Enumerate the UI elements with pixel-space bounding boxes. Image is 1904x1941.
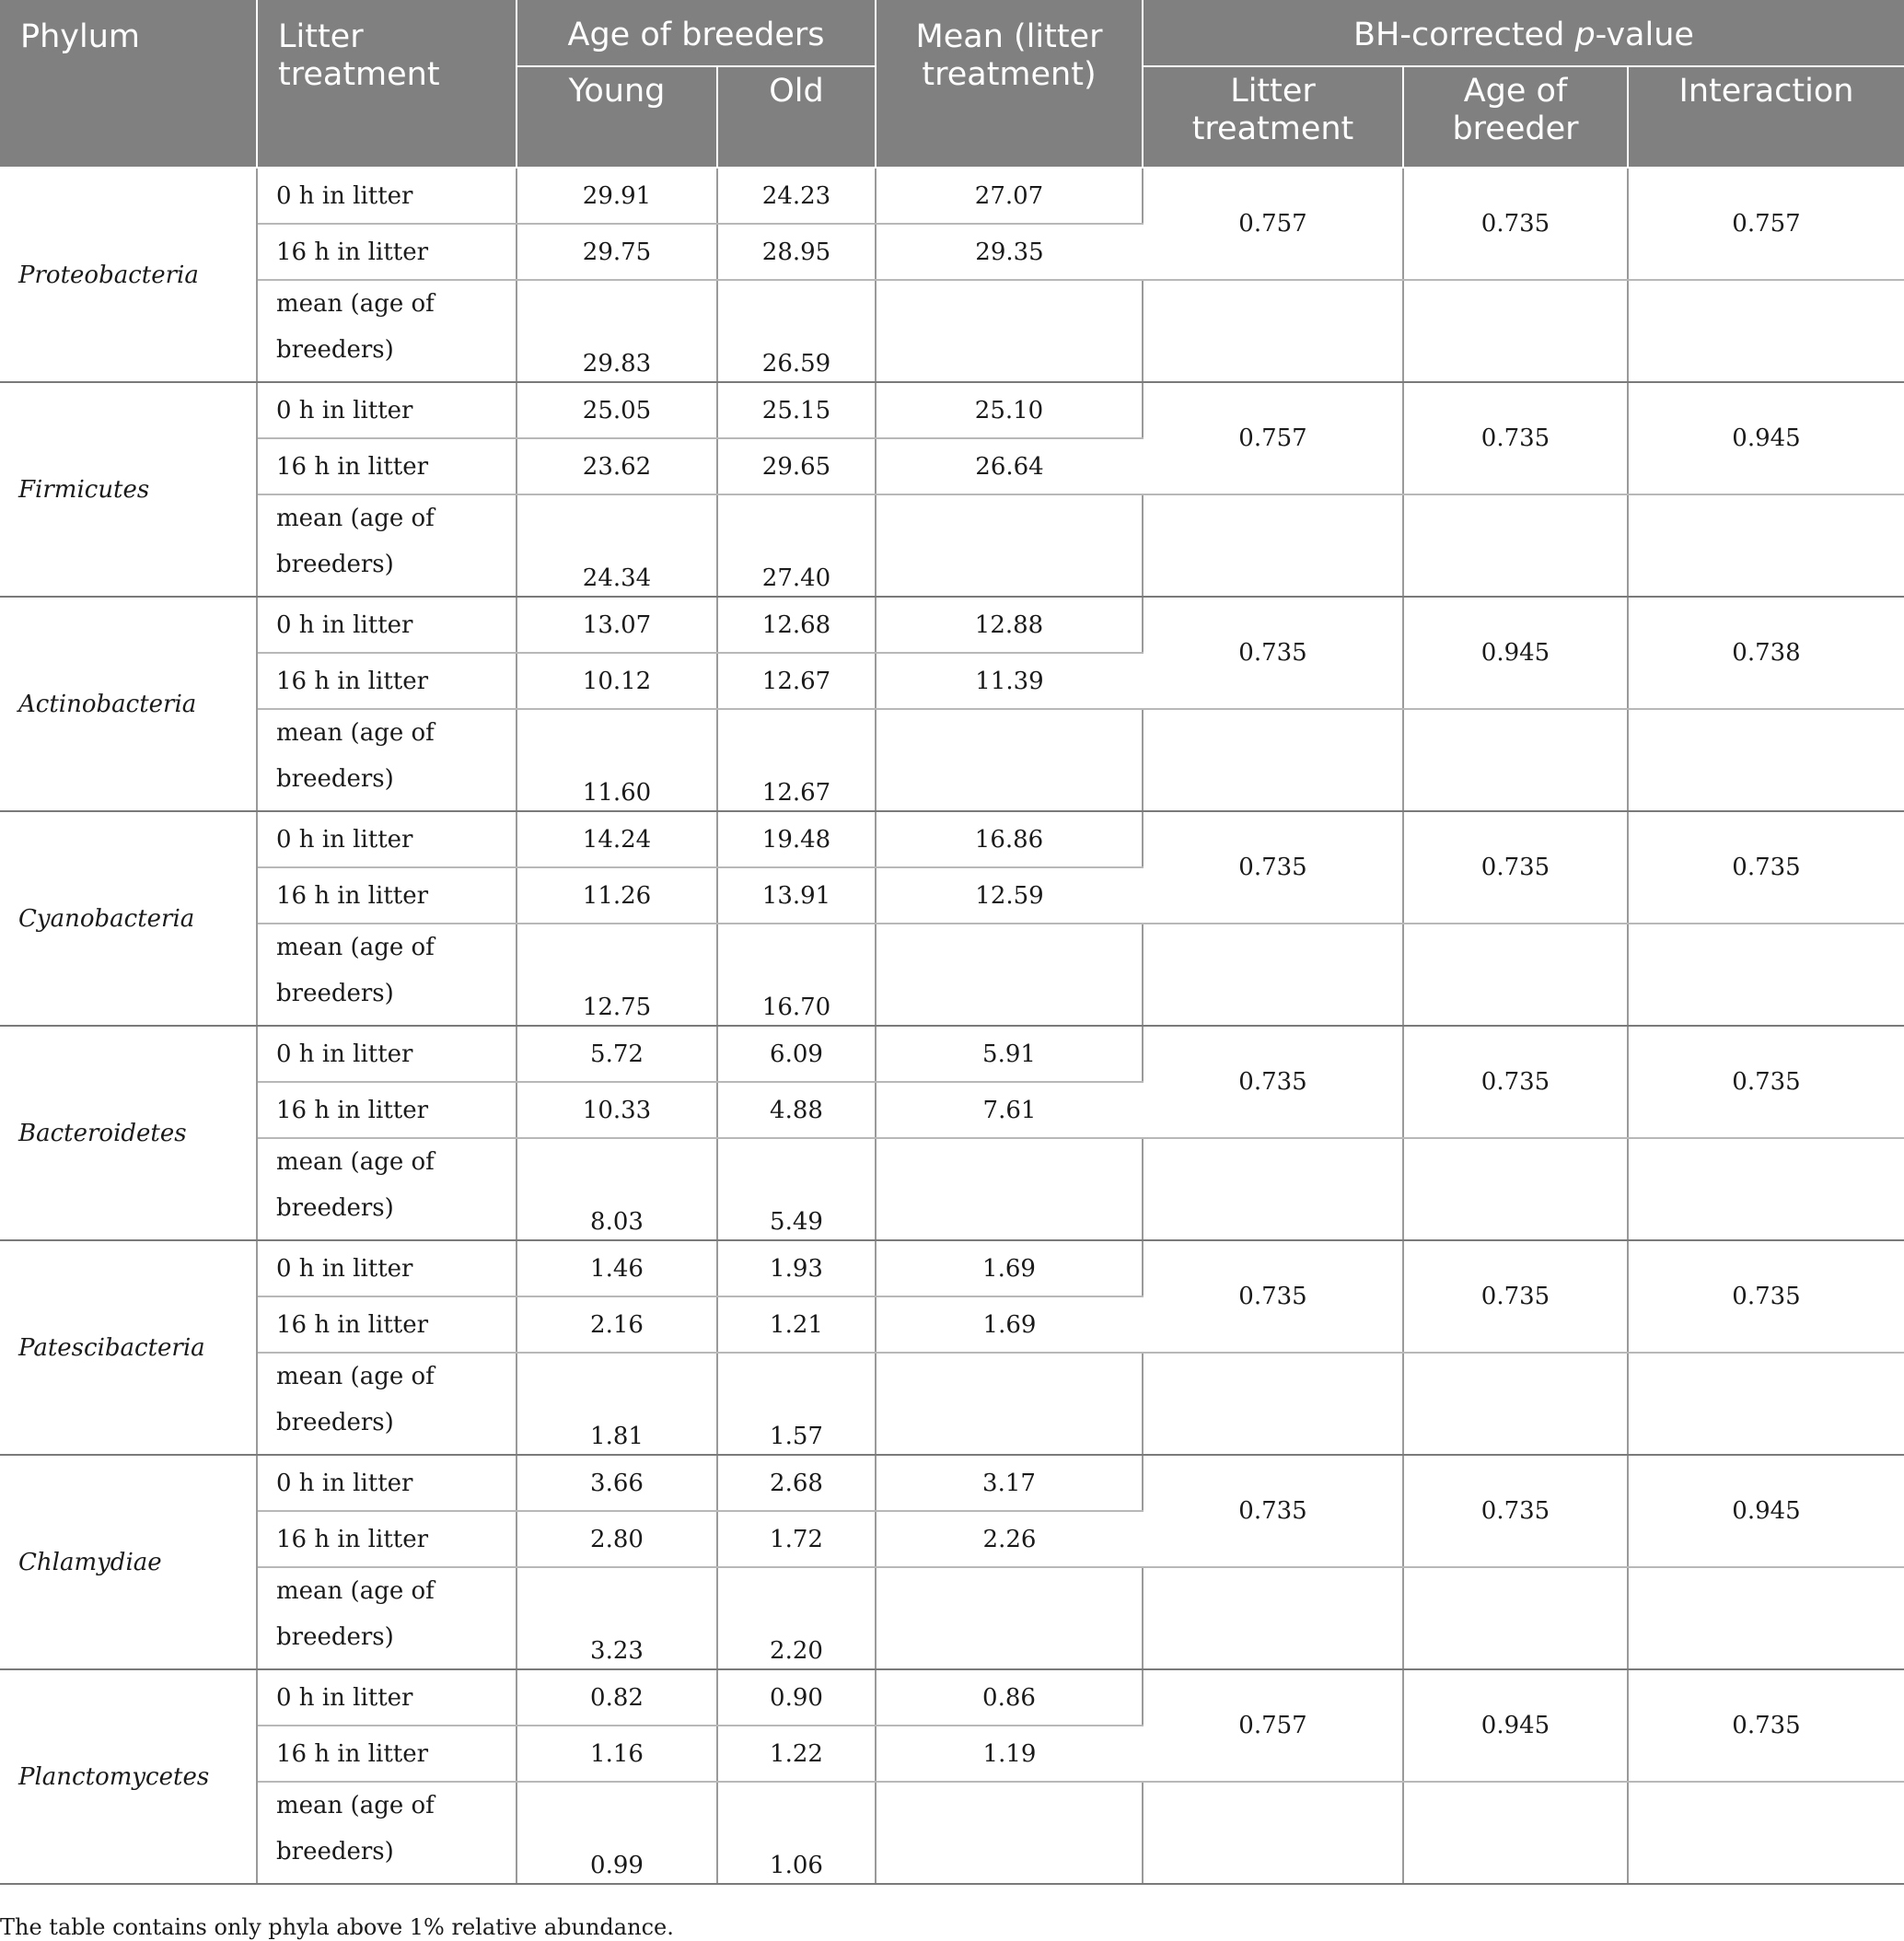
treatment-label: 0 h in litter xyxy=(257,811,517,867)
header-p-interaction: Interaction xyxy=(1628,66,1904,168)
value-young: 1.16 xyxy=(517,1726,717,1782)
treatment-label: mean (age of breeders) xyxy=(257,1782,517,1884)
empty-cell xyxy=(1143,924,1403,1026)
mean-age-old: 2.20 xyxy=(717,1567,876,1669)
header-p-litter-treatment: Litter treatment xyxy=(1143,66,1403,168)
value-young: 25.05 xyxy=(517,382,717,438)
p-interaction: 0.735 xyxy=(1628,811,1904,924)
p-interaction: 0.735 xyxy=(1628,1026,1904,1138)
treatment-label: mean (age of breeders) xyxy=(257,1138,517,1240)
p-interaction: 0.757 xyxy=(1628,168,1904,280)
value-old: 4.88 xyxy=(717,1082,876,1138)
table-row xyxy=(0,924,1904,1026)
p-litter-treatment: 0.757 xyxy=(1143,1669,1403,1782)
table-row xyxy=(0,597,1904,653)
empty-cell xyxy=(1628,280,1904,382)
phylum-name: Proteobacteria xyxy=(0,168,257,382)
empty-cell xyxy=(1628,924,1904,1026)
treatment-label: 16 h in litter xyxy=(257,867,517,924)
header-p-age-of-breeder: Age of breeder xyxy=(1403,66,1628,168)
value-old: 12.67 xyxy=(717,653,876,709)
header-litter-treatment: Litter treatment xyxy=(257,0,517,168)
treatment-label: 16 h in litter xyxy=(257,1082,517,1138)
value-mean-litter: 0.86 xyxy=(876,1669,1143,1726)
empty-cell xyxy=(876,709,1143,811)
mean-age-young: 0.99 xyxy=(517,1782,717,1884)
treatment-label: 0 h in litter xyxy=(257,168,517,224)
phylum-name: Actinobacteria xyxy=(0,597,257,811)
value-mean-litter: 7.61 xyxy=(876,1082,1143,1138)
table-row xyxy=(0,1669,1904,1726)
treatment-label: 0 h in litter xyxy=(257,1026,517,1082)
p-age-of-breeder: 0.735 xyxy=(1403,1240,1628,1353)
value-old: 24.23 xyxy=(717,168,876,224)
empty-cell xyxy=(1143,1353,1403,1455)
mean-age-young: 29.83 xyxy=(517,280,717,382)
table-row xyxy=(0,1455,1904,1511)
mean-age-old: 5.49 xyxy=(717,1138,876,1240)
value-mean-litter: 1.69 xyxy=(876,1296,1143,1353)
value-young: 14.24 xyxy=(517,811,717,867)
empty-cell xyxy=(1143,1567,1403,1669)
header-young: Young xyxy=(517,66,717,168)
table-body xyxy=(0,168,1904,1884)
empty-cell xyxy=(1628,709,1904,811)
value-young: 10.33 xyxy=(517,1082,717,1138)
empty-cell xyxy=(1403,1138,1628,1240)
mean-age-old: 1.57 xyxy=(717,1353,876,1455)
value-mean-litter: 26.64 xyxy=(876,438,1143,494)
empty-cell xyxy=(1143,1138,1403,1240)
table-row xyxy=(0,1567,1904,1669)
p-interaction: 0.945 xyxy=(1628,382,1904,494)
empty-cell xyxy=(876,1353,1143,1455)
table-row xyxy=(0,1240,1904,1296)
p-litter-treatment: 0.735 xyxy=(1143,1455,1403,1567)
value-young: 29.91 xyxy=(517,168,717,224)
value-old: 1.93 xyxy=(717,1240,876,1296)
value-old: 25.15 xyxy=(717,382,876,438)
empty-cell xyxy=(1403,1782,1628,1884)
p-age-of-breeder: 0.945 xyxy=(1403,597,1628,709)
p-litter-treatment: 0.757 xyxy=(1143,168,1403,280)
value-young: 3.66 xyxy=(517,1455,717,1511)
table-row xyxy=(0,494,1904,597)
value-young: 29.75 xyxy=(517,224,717,280)
empty-cell xyxy=(1403,494,1628,597)
empty-cell xyxy=(1143,494,1403,597)
mean-age-young: 12.75 xyxy=(517,924,717,1026)
treatment-label: mean (age of breeders) xyxy=(257,280,517,382)
phylum-name: Planctomycetes xyxy=(0,1669,257,1884)
value-young: 23.62 xyxy=(517,438,717,494)
value-old: 12.68 xyxy=(717,597,876,653)
p-litter-treatment: 0.735 xyxy=(1143,597,1403,709)
treatment-label: 16 h in litter xyxy=(257,1296,517,1353)
value-young: 5.72 xyxy=(517,1026,717,1082)
empty-cell xyxy=(1143,1782,1403,1884)
treatment-label: 0 h in litter xyxy=(257,597,517,653)
table-row xyxy=(0,280,1904,382)
header-phylum: Phylum xyxy=(0,0,257,168)
p-interaction: 0.735 xyxy=(1628,1669,1904,1782)
table-row xyxy=(0,382,1904,438)
value-mean-litter: 12.59 xyxy=(876,867,1143,924)
mean-age-old: 26.59 xyxy=(717,280,876,382)
p-interaction: 0.735 xyxy=(1628,1240,1904,1353)
bh-prefix: BH-corrected xyxy=(1353,17,1575,53)
value-old: 19.48 xyxy=(717,811,876,867)
value-old: 29.65 xyxy=(717,438,876,494)
treatment-label: mean (age of breeders) xyxy=(257,924,517,1026)
header-old: Old xyxy=(717,66,876,168)
value-mean-litter: 11.39 xyxy=(876,653,1143,709)
table-header xyxy=(0,0,1904,168)
value-old: 2.68 xyxy=(717,1455,876,1511)
phylum-name: Firmicutes xyxy=(0,382,257,597)
p-age-of-breeder: 0.735 xyxy=(1403,1455,1628,1567)
value-mean-litter: 25.10 xyxy=(876,382,1143,438)
p-age-of-breeder: 0.735 xyxy=(1403,811,1628,924)
p-interaction: 0.738 xyxy=(1628,597,1904,709)
empty-cell xyxy=(1403,1353,1628,1455)
empty-cell xyxy=(1403,709,1628,811)
value-mean-litter: 12.88 xyxy=(876,597,1143,653)
treatment-label: 16 h in litter xyxy=(257,224,517,280)
phylum-name: Chlamydiae xyxy=(0,1455,257,1669)
table-footnote: The table contains only phyla above 1% relative abundance. xyxy=(0,1914,674,1940)
value-mean-litter: 16.86 xyxy=(876,811,1143,867)
bh-suffix: -value xyxy=(1595,17,1694,53)
empty-cell xyxy=(876,1567,1143,1669)
value-old: 1.22 xyxy=(717,1726,876,1782)
empty-cell xyxy=(1403,1567,1628,1669)
p-interaction: 0.945 xyxy=(1628,1455,1904,1567)
table-row xyxy=(0,1782,1904,1884)
value-old: 13.91 xyxy=(717,867,876,924)
empty-cell xyxy=(1403,280,1628,382)
treatment-label: 16 h in litter xyxy=(257,653,517,709)
header-mean-litter-treatment: Mean (litter treatment) xyxy=(876,0,1143,168)
p-litter-treatment: 0.735 xyxy=(1143,811,1403,924)
value-young: 10.12 xyxy=(517,653,717,709)
value-young: 13.07 xyxy=(517,597,717,653)
value-mean-litter: 5.91 xyxy=(876,1026,1143,1082)
table-row xyxy=(0,1353,1904,1455)
treatment-label: mean (age of breeders) xyxy=(257,1353,517,1455)
mean-age-young: 3.23 xyxy=(517,1567,717,1669)
value-mean-litter: 2.26 xyxy=(876,1511,1143,1567)
mean-age-old: 1.06 xyxy=(717,1782,876,1884)
empty-cell xyxy=(1628,1138,1904,1240)
treatment-label: mean (age of breeders) xyxy=(257,1567,517,1669)
p-age-of-breeder: 0.945 xyxy=(1403,1669,1628,1782)
mean-age-young: 8.03 xyxy=(517,1138,717,1240)
empty-cell xyxy=(876,280,1143,382)
empty-cell xyxy=(1628,1353,1904,1455)
empty-cell xyxy=(1143,709,1403,811)
value-old: 0.90 xyxy=(717,1669,876,1726)
mean-age-old: 27.40 xyxy=(717,494,876,597)
empty-cell xyxy=(1403,924,1628,1026)
table-row xyxy=(0,1026,1904,1082)
value-old: 6.09 xyxy=(717,1026,876,1082)
treatment-label: 16 h in litter xyxy=(257,438,517,494)
empty-cell xyxy=(1628,494,1904,597)
treatment-label: 0 h in litter xyxy=(257,1669,517,1726)
treatment-label: 16 h in litter xyxy=(257,1726,517,1782)
treatment-label: mean (age of breeders) xyxy=(257,494,517,597)
mean-age-young: 24.34 xyxy=(517,494,717,597)
empty-cell xyxy=(1143,280,1403,382)
p-litter-treatment: 0.735 xyxy=(1143,1026,1403,1138)
treatment-label: 0 h in litter xyxy=(257,1240,517,1296)
value-mean-litter: 29.35 xyxy=(876,224,1143,280)
value-mean-litter: 1.19 xyxy=(876,1726,1143,1782)
bh-p: p xyxy=(1574,17,1596,53)
value-young: 0.82 xyxy=(517,1669,717,1726)
value-young: 11.26 xyxy=(517,867,717,924)
phylum-name: Bacteroidetes xyxy=(0,1026,257,1240)
table-row xyxy=(0,1138,1904,1240)
value-old: 1.21 xyxy=(717,1296,876,1353)
treatment-label: 0 h in litter xyxy=(257,382,517,438)
phylum-name: Patescibacteria xyxy=(0,1240,257,1455)
empty-cell xyxy=(1628,1567,1904,1669)
p-age-of-breeder: 0.735 xyxy=(1403,168,1628,280)
empty-cell xyxy=(876,1138,1143,1240)
p-litter-treatment: 0.757 xyxy=(1143,382,1403,494)
empty-cell xyxy=(876,924,1143,1026)
treatment-label: 0 h in litter xyxy=(257,1455,517,1511)
treatment-label: 16 h in litter xyxy=(257,1511,517,1567)
empty-cell xyxy=(876,494,1143,597)
empty-cell xyxy=(1628,1782,1904,1884)
mean-age-young: 11.60 xyxy=(517,709,717,811)
empty-cell xyxy=(876,1782,1143,1884)
value-young: 2.80 xyxy=(517,1511,717,1567)
p-age-of-breeder: 0.735 xyxy=(1403,1026,1628,1138)
phylum-name: Cyanobacteria xyxy=(0,811,257,1026)
mean-age-old: 16.70 xyxy=(717,924,876,1026)
header-age-of-breeders: Age of breeders xyxy=(517,0,876,66)
value-old: 28.95 xyxy=(717,224,876,280)
value-young: 1.46 xyxy=(517,1240,717,1296)
value-mean-litter: 1.69 xyxy=(876,1240,1143,1296)
p-litter-treatment: 0.735 xyxy=(1143,1240,1403,1353)
value-mean-litter: 3.17 xyxy=(876,1455,1143,1511)
mean-age-old: 12.67 xyxy=(717,709,876,811)
value-mean-litter: 27.07 xyxy=(876,168,1143,224)
treatment-label: mean (age of breeders) xyxy=(257,709,517,811)
p-age-of-breeder: 0.735 xyxy=(1403,382,1628,494)
value-old: 1.72 xyxy=(717,1511,876,1567)
table-row xyxy=(0,811,1904,867)
table-row xyxy=(0,709,1904,811)
header-bh-corrected-p-value xyxy=(1143,0,1904,66)
mean-age-young: 1.81 xyxy=(517,1353,717,1455)
value-young: 2.16 xyxy=(517,1296,717,1353)
table-row xyxy=(0,168,1904,224)
